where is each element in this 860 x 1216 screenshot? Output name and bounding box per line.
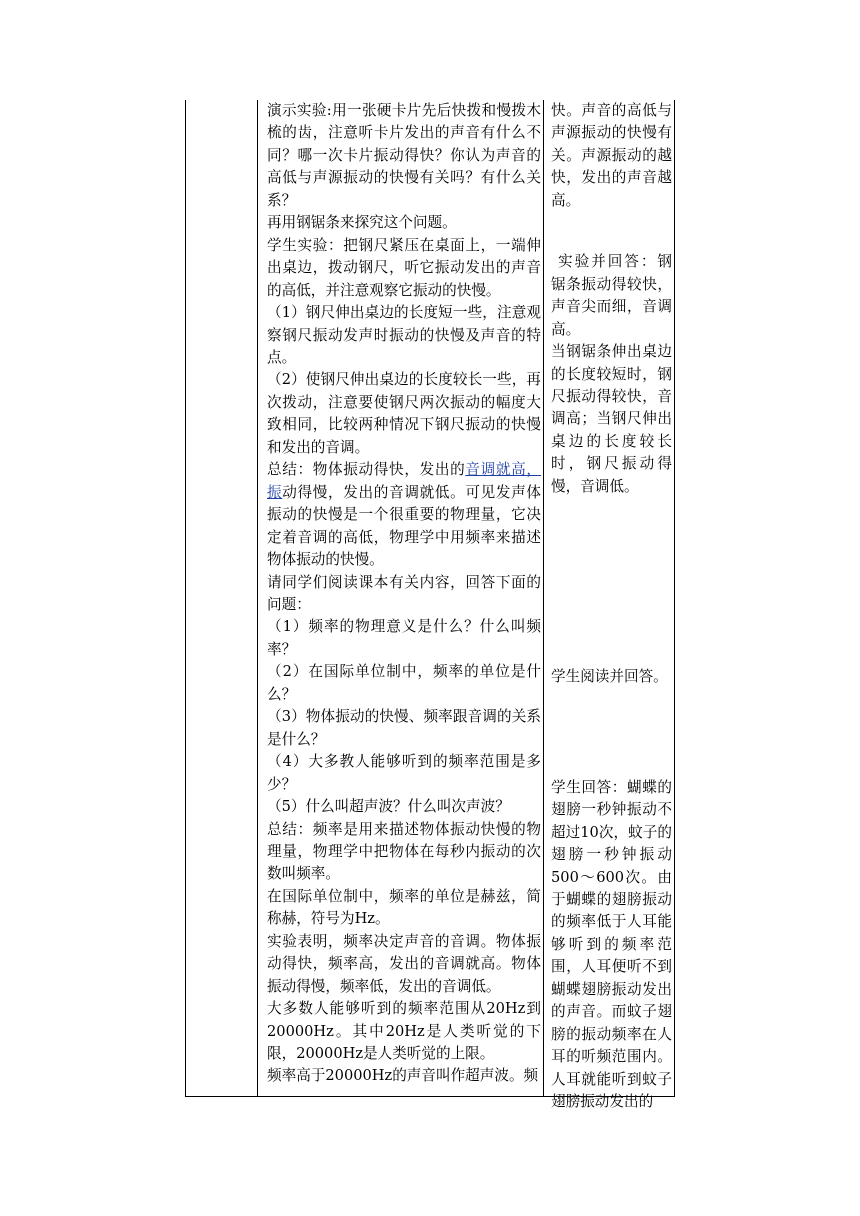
question-3: （3）物体振动的快慢、频率跟音调的关系是什么？ bbox=[267, 708, 541, 748]
frequency-summary-paragraph: 总结：频率是用来描述物体振动快慢的物理量，物理学中把物体在每秒内振动的次数叫频率。 bbox=[267, 820, 541, 883]
question-2: （2）在国际单位制中，频率的单位是什么？ bbox=[267, 663, 541, 703]
demo-experiment-paragraph: 演示实验:用一张硬卡片先后快拨和慢拨木梳的齿，注意听卡片发出的声音有什么不同？哪一次卡片振动得快？你认为声音的高低与声源振动的快慢有关吗？有什么关系？ bbox=[267, 102, 541, 209]
summary-text-end: 动得慢，发出的音调就低。可见发声体振动的快慢是一个很重要的物理量，它决定着音调的高低，物理学中用频率来描述物体振动的快慢。 bbox=[267, 483, 541, 569]
lesson-table bbox=[185, 100, 675, 1111]
student-response-3: 当钢锯条伸出桌边的长度较短时，钢尺振动得较快，音调高；当钢尺伸出桌边的长度较长时，钢尺振动得慢，音调低。 bbox=[551, 343, 672, 495]
student-response-5: 学生回答：蝴蝶的翅膀一秒钟振动不超过10次，蚊子的翅膀一秒钟振动500～600次。由于蝴蝶的翅膀振动的频率低于人耳能够听到的频率范围，人耳便听不到蝴蝶翅膀振动发出的声音。而蚊子翅膀的振动频率在人耳的听频范围内。人耳就能听到蚊子翅膀振动发出的 bbox=[551, 778, 672, 1111]
student-response-1: 快。声音的高低与声源振动的快慢有关。声源振动的越快，发出的声音越高。 bbox=[551, 102, 672, 209]
hertz-unit-paragraph: 在国际单位制中，频率的单位是赫兹，简称赫，符号为Hz。 bbox=[267, 887, 541, 928]
reading-instruction-paragraph: 请同学们阅读课本有关内容，回答下面的问题： bbox=[267, 573, 541, 613]
column-divider-1 bbox=[257, 100, 258, 1097]
column-divider-2 bbox=[543, 100, 544, 1097]
summary-text-start: 总结：物体振动得快，发出的 bbox=[267, 461, 466, 479]
student-activity-cell bbox=[551, 100, 672, 1114]
summary-link[interactable]: 音调就高，振 bbox=[267, 461, 541, 501]
student-response-2: 实验并回答：钢锯条振动得较快，声音尖而细，音调高。 bbox=[551, 253, 672, 338]
frequency-pitch-paragraph: 实验表明，频率决定声音的音调。物体振动得快，频率高，发出的音调就高。物体振动得慢，频率低，发出的音调低。 bbox=[267, 932, 541, 995]
student-response-4: 学生阅读并回答。 bbox=[551, 668, 668, 686]
table-border-left bbox=[185, 100, 186, 1097]
step-1-paragraph: （1）钢尺伸出桌边的长度短一些，注意观察钢尺振动发声时振动的快慢及声音的特点。 bbox=[267, 304, 541, 366]
summary-paragraph bbox=[267, 459, 541, 571]
saw-blade-paragraph: 再用钢锯条来探究这个问题。 bbox=[267, 214, 457, 232]
question-4: （4）大多教人能够听到的频率范围是多少？ bbox=[267, 753, 541, 793]
hearing-range-paragraph: 大多数人能够听到的频率范围从20Hz到20000Hz。其中20Hz是人类听觉的下限，20000Hz是人类听觉的上限。 bbox=[267, 1000, 541, 1063]
question-1: （1）频率的物理意义是什么？什么叫频率？ bbox=[267, 618, 541, 658]
ultrasound-paragraph: 频率高于20000Hz的声音叫作超声波。频 bbox=[267, 1067, 539, 1085]
question-5: （5）什么叫超声波？什么叫次声波？ bbox=[267, 798, 510, 816]
teacher-activity-cell bbox=[267, 100, 541, 1088]
table-border-right bbox=[674, 100, 675, 1097]
step-2-paragraph: （2）使钢尺伸出桌边的长度较长一些，再次拨动，注意要使钢尺两次振动的幅度大致相同，比较两种情况下钢尺振动的快慢和发出的音调。 bbox=[267, 371, 541, 456]
student-experiment-paragraph: 学生实验：把钢尺紧压在桌面上，一端伸出桌边，拨动钢尺，听它振动发出的声音的高低，并注意观察它振动的快慢。 bbox=[267, 236, 541, 299]
